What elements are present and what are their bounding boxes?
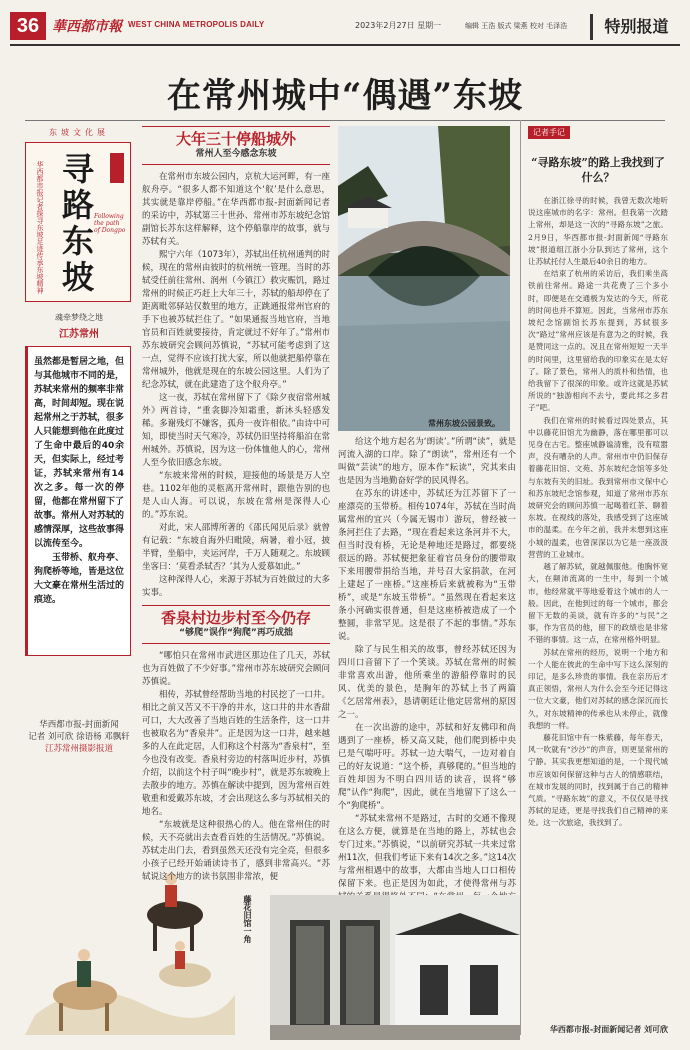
article-2-paragraph: “哪怕只在常州市武进区那边住了几天，苏轼也为百姓做了不少好事。”常州市苏东坡研究会顾问苏慎说。 xyxy=(142,651,330,687)
report-credit xyxy=(25,719,133,755)
article-1-paragraph: “东坡来常州的时候，迎接他的场景是万人空巷。1102年他的灵柩离开常州时，跟他告别的也是人山人海。可以说，东坡在常州是深得人心的。”苏东说。 xyxy=(142,471,330,520)
article-2-subtitle: “够爬”误作“狗爬”再巧成拙 xyxy=(179,628,293,638)
article-1-title: 大年三十停船城外 xyxy=(175,130,296,148)
paper-logo-en: WEST CHINA METROPOLIS DAILY xyxy=(128,20,265,29)
notes-title: “寻路东坡”的路上我找到了什么？ xyxy=(531,156,665,184)
header-rule xyxy=(10,44,680,46)
notes-body xyxy=(528,195,668,830)
notes-label: 记者手记 xyxy=(528,126,570,139)
page-header xyxy=(10,10,680,46)
intro-text: 虽然都是暂居之地，但与其他城市不同的是，苏轼来常州的频率非常高，时间却短。现在说起常州之于苏轼，很多人只能想到他在此度过了生命中最后的40余天，但实际上，经过考证，苏轼来常州有14次之多。每一次的停留，他都在常州留下了故事。常州人对苏轼的感情深厚，这些故事得以流传至今。 玉带桥、舣舟亭、狗爬桥等地，皆是这位大文豪在常州生活过的痕迹。 xyxy=(34,357,125,605)
series-logo xyxy=(25,142,131,302)
bridge-photo xyxy=(338,126,510,431)
seal-icon xyxy=(110,153,124,183)
notes-byline: 华西都市报-封面新闻记者 刘可欣 xyxy=(549,1025,668,1034)
photo-caption-bottom: 藤花旧馆一角 xyxy=(243,895,252,943)
photo-caption-top: 常州东坡公园景致。 xyxy=(428,419,500,428)
article-2 xyxy=(142,605,330,884)
notes-paragraph: 在浙江徐寻的时候，我曾无数次地听说这座城市的名字：常州。但我第一次踏上常州，却是这一次的“寻路东坡”之旅。2月9日，华西都市报-封面新闻“寻路东坡”报道组江浙小分队到达了常州，这个让苏轼托付人生最后40余日的地方。 xyxy=(528,196,668,267)
article-1-subtitle: 常州人至今感念东坡 xyxy=(195,149,277,159)
credit-line-1: 华西都市报-封面新闻 xyxy=(39,720,119,730)
article-1-paragraph: 熙宁六年（1073年），苏轼出任杭州通判的时候，现在的常州由彼时的杭州统一管理。当时的苏轼受任前往常州、润州（今镇江）救灾赈饥，路过常州的时候正巧赶上大年三十，苏轼的船却停在了距离毗邻驿站仅数里的地方，正跳通报常州官府的手下也被苏轼拦住了。“如果通报当地官府，当地官员和百姓就要接待，肯定就过不好年了。”常州市苏东坡研究会顾问苏慎说，“苏轼可能考虑到了这一点，觉得不应该打扰大家，所以他就把船停靠在常州城外，他就是现在的东坡公园这里。人们为了纪念苏轼，就在此建造了这个舣舟亭。” xyxy=(142,250,330,390)
notes-paragraph: 在结束了杭州的采访后，我们乘坐高铁前往常州。路途一共花费了三个多小时，即便是在交通极为发达的今天，所花的时间也并不算短。因此，当常州市苏东坡纪念馆副馆长苏东提到，苏轼很多次“路过”常州应该是有意为之的时候，我是赞同这一点的。况且在常州短短一天半的时间里，这里留给我的印象实在是太好了。除了景色，常州人的质朴和热情，也给我留下了很深的印象。或许这就是苏轼所说的“独游相向不去兮，要此邦之多君子”吧。 xyxy=(528,269,668,413)
article-1-paragraph: 对此，宋人邵博所著的《邵氏闻见后录》就曾有记载：“东坡自海外归毗陵，病暑，着小冠，披半臂，坐船中，夹运河岸，千万人随观之。东坡顾坐客曰：‘莫看杀轼否？’其为人爱慕如此。” xyxy=(142,523,330,572)
reporter-notes xyxy=(528,120,668,1035)
article-2-paragraph: 相传，苏轼曾经帮助当地的村民挖了一口井。相比之前又苦又不干净的井水，这口井的井水香甜可口，大大改善了当地百姓的生活条件，这一口井也被取名为“香泉井”。正是因为这一口井，越来越多的人在此定居，人们称这个村落为“香泉村”，至今也没有改变。香泉村旁边的村落叫近步村，苏慎介绍，以前这个村子叫“晚步村”，就是苏东坡晚上去散步的地方。苏慎在解读中提到，因为常州百姓敬重和爱戴苏东坡，才会出现这么多与苏轼相关的地名。 xyxy=(142,690,330,817)
section-title: 特别报道 xyxy=(590,14,680,40)
courtyard-photo xyxy=(270,895,520,1040)
issue-date: 2023年2月27日 星期一 xyxy=(355,21,442,30)
article-3-paragraph: 除了与民生相关的故事，曾经苏轼还因为四川口音留下了一个笑谈。苏轼在常州的时候非常喜欢出游，他所乘坐的游船停靠时的民风、优美的景色，是胸年的苏轼上书了两篇《乞居常州表》，恳请朝廷让他定居常州的原因之一。 xyxy=(338,645,516,720)
tagline: 魂牵梦绕之地 xyxy=(55,313,103,322)
column-name: 东坡文化展 xyxy=(49,128,109,137)
article-1-paragraph: 这种深得人心，来源于苏轼为百姓做过的大多实事。 xyxy=(142,575,330,598)
notes-paragraph: 我们在常州的时候看过四处景点，其中以藤花旧馆尤为幽静，落在哪里都可以见身在古宅。整座城静谧清雅，没有喧嚣声，没有嘈杂的人声。常州市中仍旧保存着藤花旧馆、文苑、苏东坡纪念馆等多处与东坡有关的旧址。我到常州市文保中心和苏东坡纪念馆参观，知道了常州市苏东坡研究会的顾问苏慎一起喝着红茶、聊着东坡。在视线的落处，我感受到了这座城市的温柔。在今年之前，我并未想到这座小城的温柔，也曾深深以为它是一座汲汲营营的工业城市。 xyxy=(528,415,668,559)
credit-line-3: 江苏常州摄影报道 xyxy=(44,744,113,754)
article-1-banner xyxy=(142,126,330,165)
article-1-paragraph: 在常州市东坡公园内，京杭大运河畔，有一座舣舟亭。“很多人都不知道这个‘舣’是什么意思，其实就是靠岸停船。”在华西都市报-封面新闻记者的采访中，苏轼第三十世孙、常州市苏东坡纪念馆副馆长苏东这样解释，这个停船靠岸的故事，就与苏轼有关。 xyxy=(142,172,330,247)
series-logo-title: 寻路东坡 xyxy=(61,150,94,296)
series-logo-en: Following the path of Dongpo xyxy=(94,213,126,234)
article-2-banner xyxy=(142,605,330,644)
article-3 xyxy=(338,436,516,930)
staff-credits: 编辑 王浩 版式 梁燕 校对 毛泽浩 xyxy=(465,22,568,30)
article-1-paragraph: 这一夜，苏轼在常州留下了《除夕夜宿常州城外》两首诗，“重衾脚冷知霜重，新沐头轻感发稀。多谢残灯不嫌客，孤舟一夜许相依。”由诗中可知，即使当时天气寒冷，苏轼仍旧坚持将船泊在常州城外。苏慎说，因为这一份体恤他人的心，常州人至今依旧感念东坡。 xyxy=(142,393,330,468)
notes-paragraph: 越了解苏轼，就越佩服他。他胸怀宽大，在颠沛流离的一生中，每到一个城市，他经常就平等地爱着这个城市的人一般。因此，在他到过的每一个城市，都会留下无数的美谈，就有许多的“与民”之事，作为官员的他，留下的政绩也是非常不错的事情。这一点，在常州格外明显。 xyxy=(528,562,668,645)
article-3-paragraph: 在苏东的讲述中，苏轼还为江苏留下了一座漂亮的玉带桥。相传1074年，苏轼在当时尚属常州的宜兴（今属无锡市）游玩，曾经被一条河拦住了去路，“现在看起来这条河并不大，但当时没有桥，无论是种地还是路过，都要绕很远的路。苏轼便把象征着官员身份的腰带取下来用腰带捐给当地，并号召大家捐款，在河上建起了一座桥。”这座桥后来就被称为“玉带桥”，或是“东坡玉带桥”。“虽然现在看起来这条小河确实很普通，但是这座桥被造成了一个整圆，非常罕见。这是很了不起的事情。”苏东说。 xyxy=(338,489,516,642)
page-number: 36 xyxy=(10,12,46,40)
article-3-paragraph: 在一次出游的途中，苏轼和好友佛印和尚遇到了一座桥，桥又高又陡，他们爬到桥中央已是气喘吁吁。苏轼一边大喘气，一边对着自己的好友说道：“这个桥，真够爬的。”但当地的百姓却因为不明白四川话的读音，误将“够爬”认作“狗爬”，因此，就在当地留下了这么一个“狗爬桥”。 xyxy=(338,723,516,811)
notes-paragraph: 苏轼在常州的经历，说明一个地方和一个人能在彼此的生命中写下这么深刻的印记，是多么珍贵的事情。我在亲历后才真正领悟，常州人为什么会至今还记得这一位大文豪，他们对苏轼的感念深沉而长久，对东坡精神的传承也从未停止，就像我想的一样。 xyxy=(528,647,668,730)
series-logo-vertical-text: 华西都市报记者探寻东坡足迹传承东坡精神 xyxy=(36,161,44,294)
notes-paragraph: 藤花旧馆中有一株紫藤，每年春天，风一吹就有“沙沙”的声音，则更显常州的宁静。其实我更想知道的是，一个现代城市应该如何保留这种与古人的情感联结，在城市发展的同时，找到属于自己的精神气质。“寻路东坡”的意义，不仅仅是寻找苏轼的足迹，更是寻找我们自己精神的来处。这一次旅途，我找到了。 xyxy=(528,732,668,828)
article-2-paragraph: “东坡就是这种很热心的人。他在常州住的时候，天不亮就出去查看百姓的生活情况。”苏慎说。苏轼走出门去，看到虽然天还没有完全亮，但很多小孩子已经开始诵读诗书了，感到非常高兴。“苏轼说这个地方的读书氛围非常浓，便 xyxy=(142,820,330,882)
article-3-paragraph: 给这个地方起名为‘朗读’。”所谓“读”，就是河流入湖的口岸。除了“朗读”，常州还有一个叫做“芸读”的地方，原本作“耘读”，究其来由也是因为当地勤奋好学的民风得名。 xyxy=(338,437,516,486)
main-headline: 在常州城中“偶遇”东坡 xyxy=(166,76,524,116)
location-tag: 江苏常州 xyxy=(59,329,99,340)
column-divider xyxy=(520,120,521,1035)
article-3-paragraph: “苏轼来常州不是路过，古时的交通不像现在这么方便，就算是在当地的路上，苏轼也会专门过来。”苏慎说，“以前研究苏轼一共来过常州11次，但我们考证下来有14次之多。”这14次与常州相遇中的故事，大都由当地人口口相传保留下来。也正是因为如此，才使得常州与苏 xyxy=(338,814,516,889)
article-2-title: 香泉村边步村至今仍存 xyxy=(160,609,311,627)
paper-logo: 華西都市報 xyxy=(52,19,122,35)
intro-box xyxy=(25,346,131,656)
credit-line-2: 记者 刘可欣 徐语杨 邓飘轩 xyxy=(28,732,130,742)
article-1 xyxy=(142,126,330,600)
